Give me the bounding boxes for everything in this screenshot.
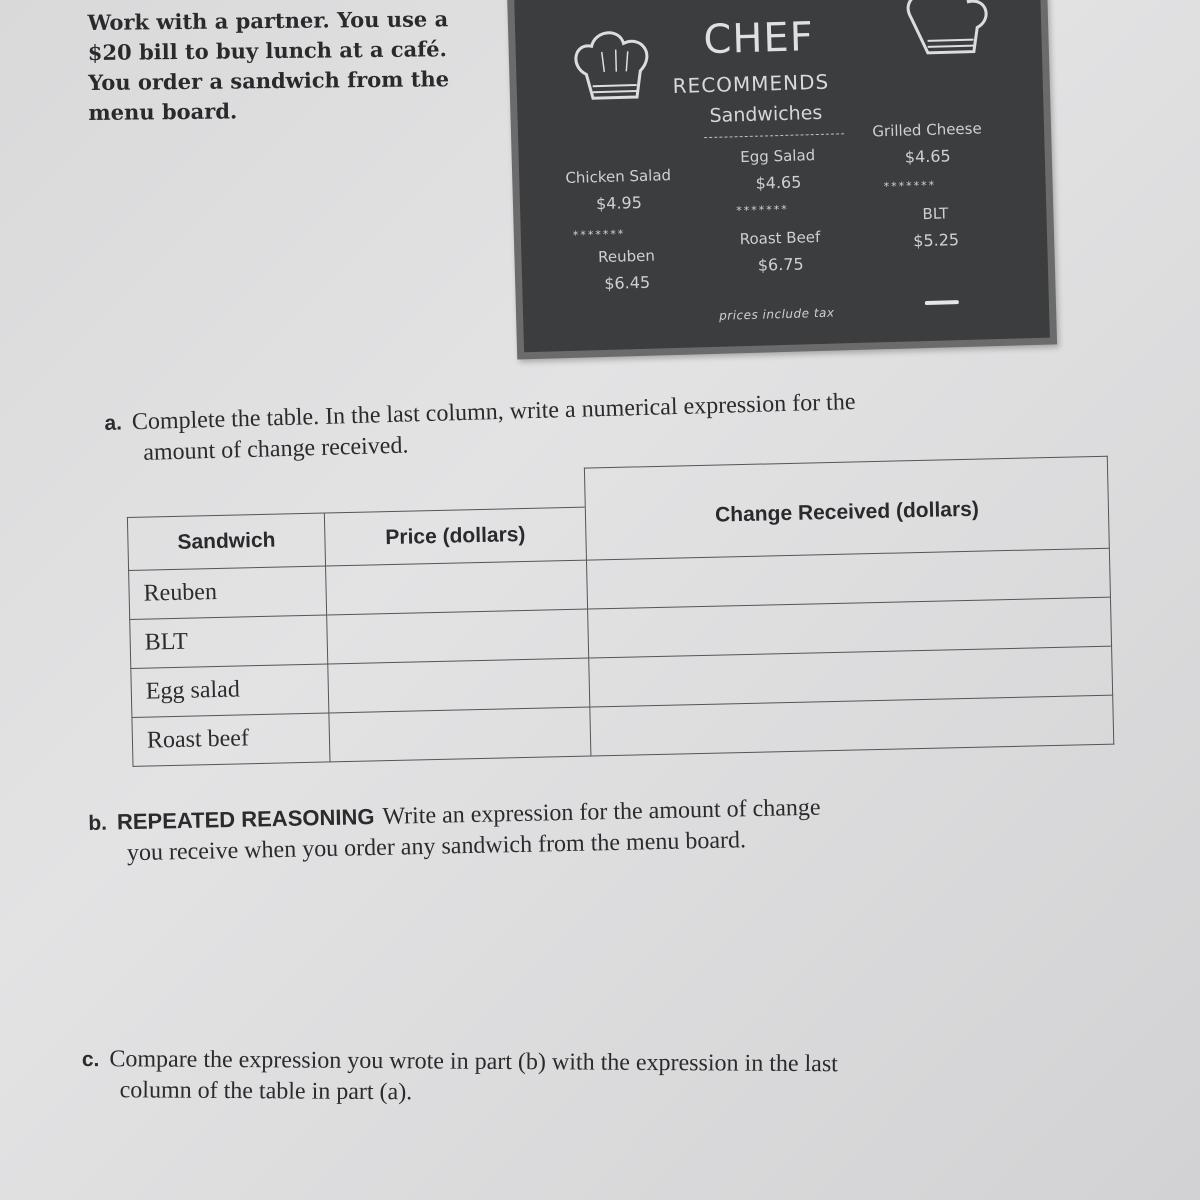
section-underline — [704, 133, 844, 138]
table-cell-sandwich: Egg salad — [131, 663, 329, 716]
chef-hat-icon — [567, 24, 659, 116]
intro-line: Work with a partner. You use a — [87, 6, 449, 35]
question-letter: a. — [104, 411, 123, 435]
board-subtitle: RECOMMENDS — [672, 69, 830, 99]
menu-item-price: $4.65 — [904, 146, 951, 167]
menu-item-name: Egg Salad — [740, 146, 816, 167]
question-b — [88, 793, 822, 869]
menu-item-price: $5.25 — [912, 230, 960, 251]
question-text: Complete the table. In the last column, write a numerical expression for the — [131, 389, 856, 436]
board-section-title: Sandwiches — [709, 101, 823, 127]
menu-item-name: Reuben — [597, 246, 656, 267]
table-cell-price[interactable] — [326, 560, 588, 615]
chef-hat-icon — [896, 0, 998, 68]
table-cell-price[interactable] — [327, 609, 589, 664]
menu-item-price: $4.95 — [595, 192, 643, 214]
question-text: Compare the expression you wrote in part (b) with the expression in the last — [109, 1046, 838, 1078]
board-title: CHEF — [702, 14, 815, 64]
question-text: amount of change received. — [142, 432, 409, 466]
table-cell-change[interactable] — [590, 695, 1114, 756]
column-header: Sandwich — [127, 513, 325, 570]
question-letter: c. — [81, 1047, 100, 1072]
intro-line: $20 bill to buy lunch at a café. — [87, 36, 448, 65]
intro-line: menu board. — [88, 98, 238, 125]
menu-item — [715, 227, 846, 276]
question-text: column of the table in part (a). — [119, 1077, 413, 1106]
chalk-piece — [925, 300, 959, 305]
menu-item-name: Roast Beef — [739, 227, 821, 249]
question-a — [104, 387, 857, 469]
table-cell-sandwich: Roast beef — [132, 712, 330, 765]
question-keyword: REPEATED REASONING — [116, 804, 375, 835]
menu-board — [507, 0, 1057, 359]
table-cell-sandwich: Reuben — [129, 565, 327, 618]
menu-item-price: $6.45 — [604, 272, 651, 294]
table-cell-sandwich: BLT — [130, 614, 328, 667]
question-text: you receive when you order any sandwich from the menu board. — [126, 827, 747, 867]
menu-item-name: Grilled Cheese — [872, 119, 982, 141]
change-table — [126, 456, 1114, 767]
menu-item — [870, 203, 1001, 252]
divider-stars: ******* — [736, 202, 789, 218]
menu-item-name: BLT — [922, 204, 949, 224]
table-cell-price[interactable] — [329, 707, 591, 762]
question-c — [82, 1044, 838, 1110]
divider-stars: ******* — [883, 178, 937, 194]
menu-board-surface — [514, 0, 1050, 352]
board-footnote: prices include tax — [718, 305, 835, 323]
menu-item — [553, 166, 684, 215]
column-header: Change Received (dollars) — [585, 495, 1109, 560]
intro-paragraph — [87, 4, 468, 128]
table-cell-price[interactable] — [328, 658, 590, 713]
menu-item — [712, 145, 843, 194]
column-header: Price (dollars) — [324, 507, 586, 566]
question-text: Write an expression for the amount of change — [382, 794, 821, 830]
menu-item-price: $6.75 — [757, 254, 804, 275]
intro-line: You order a sandwich from the — [88, 66, 450, 95]
divider-stars: ******* — [572, 227, 626, 242]
menu-item-name: Chicken Salad — [565, 166, 672, 188]
menu-item-price: $4.65 — [755, 172, 802, 193]
question-letter: b. — [88, 811, 108, 835]
menu-item — [862, 119, 993, 168]
menu-item — [561, 246, 692, 295]
